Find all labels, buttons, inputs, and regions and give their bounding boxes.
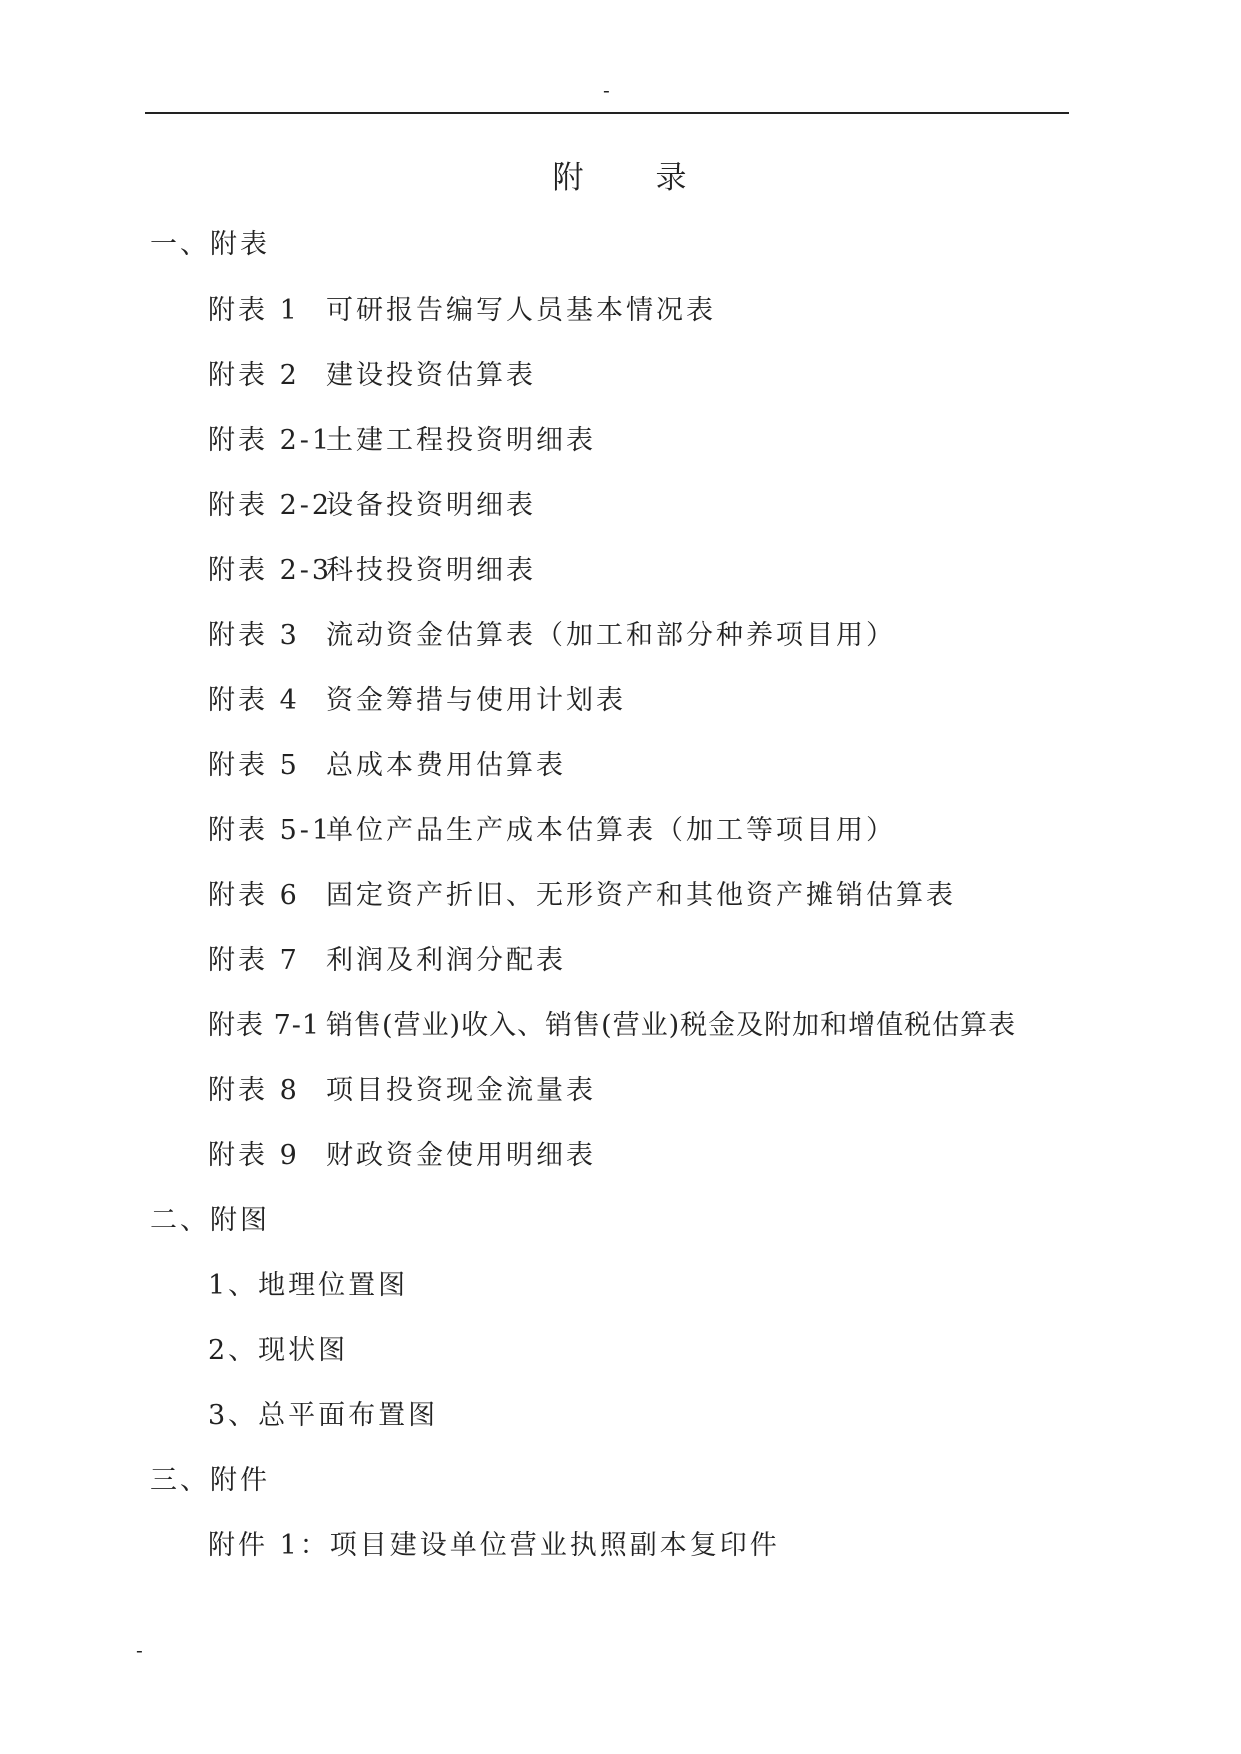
list-item: [208, 554, 536, 588]
item-number: 附表 5: [208, 750, 300, 781]
list-item: [208, 489, 536, 523]
item-text: 可研报告编写人员基本情况表: [326, 295, 716, 326]
item-text: 建设投资估算表: [326, 360, 536, 391]
page-title-part-1: 附: [552, 160, 586, 196]
list-item: [208, 424, 596, 458]
list-item: 1、地理位置图: [208, 1270, 409, 1301]
list-item: [208, 814, 896, 848]
header-mark: -: [603, 78, 610, 102]
list-item: [208, 1074, 596, 1108]
item-number: 附表 2: [208, 360, 300, 391]
item-number: 附表 7-1: [208, 1010, 321, 1041]
item-number: 附表 4: [208, 685, 300, 716]
list-item: [208, 879, 956, 913]
item-text: 总成本费用估算表: [326, 750, 566, 781]
footer-mark: -: [136, 1638, 143, 1662]
item-text: 单位产品生产成本估算表（加工等项目用）: [326, 815, 896, 846]
page-title-part-2: 录: [655, 160, 689, 196]
item-text: 固定资产折旧、无形资产和其他资产摊销估算表: [326, 880, 956, 911]
item-number: 附表 6: [208, 880, 300, 911]
list-item: [208, 1139, 596, 1173]
list-item: 2、现状图: [208, 1335, 349, 1366]
list-item: [208, 944, 566, 978]
item-text: 土建工程投资明细表: [326, 425, 596, 456]
section-heading-tables: 一、附表: [150, 229, 270, 260]
item-text: 利润及利润分配表: [326, 945, 566, 976]
item-number: 附表 1: [208, 295, 300, 326]
list-item: 附件 1：项目建设单位营业执照副本复印件: [208, 1530, 780, 1561]
item-text: 财政资金使用明细表: [326, 1140, 596, 1171]
item-text: 科技投资明细表: [326, 555, 536, 586]
list-item: [208, 619, 896, 653]
item-number: 附表 3: [208, 620, 300, 651]
item-number: 附表 9: [208, 1140, 300, 1171]
section-heading-attachments: 三、附件: [150, 1465, 270, 1496]
list-item: [208, 359, 536, 393]
item-text: 流动资金估算表（加工和部分种养项目用）: [326, 620, 896, 651]
list-item: [208, 749, 566, 783]
item-text: 销售(营业)收入、销售(营业)税金及附加和增值税估算表: [326, 1010, 1017, 1041]
list-item: 3、总平面布置图: [208, 1400, 439, 1431]
section-heading-figures: 二、附图: [150, 1205, 270, 1236]
item-number: 附表 7: [208, 945, 300, 976]
item-number: 附表 8: [208, 1075, 300, 1106]
list-item: [208, 294, 716, 328]
item-text: 资金筹措与使用计划表: [326, 685, 626, 716]
item-text: 项目投资现金流量表: [326, 1075, 596, 1106]
item-number: 附表 5-1: [208, 815, 333, 846]
item-number: 附表 2-2: [208, 490, 333, 521]
page-title: [0, 158, 1241, 198]
list-item: [208, 1009, 1016, 1043]
list-item: [208, 684, 626, 718]
item-number: 附表 2-1: [208, 425, 333, 456]
header-rule: [145, 112, 1069, 114]
item-number: 附表 2-3: [208, 555, 333, 586]
item-text: 设备投资明细表: [326, 490, 536, 521]
